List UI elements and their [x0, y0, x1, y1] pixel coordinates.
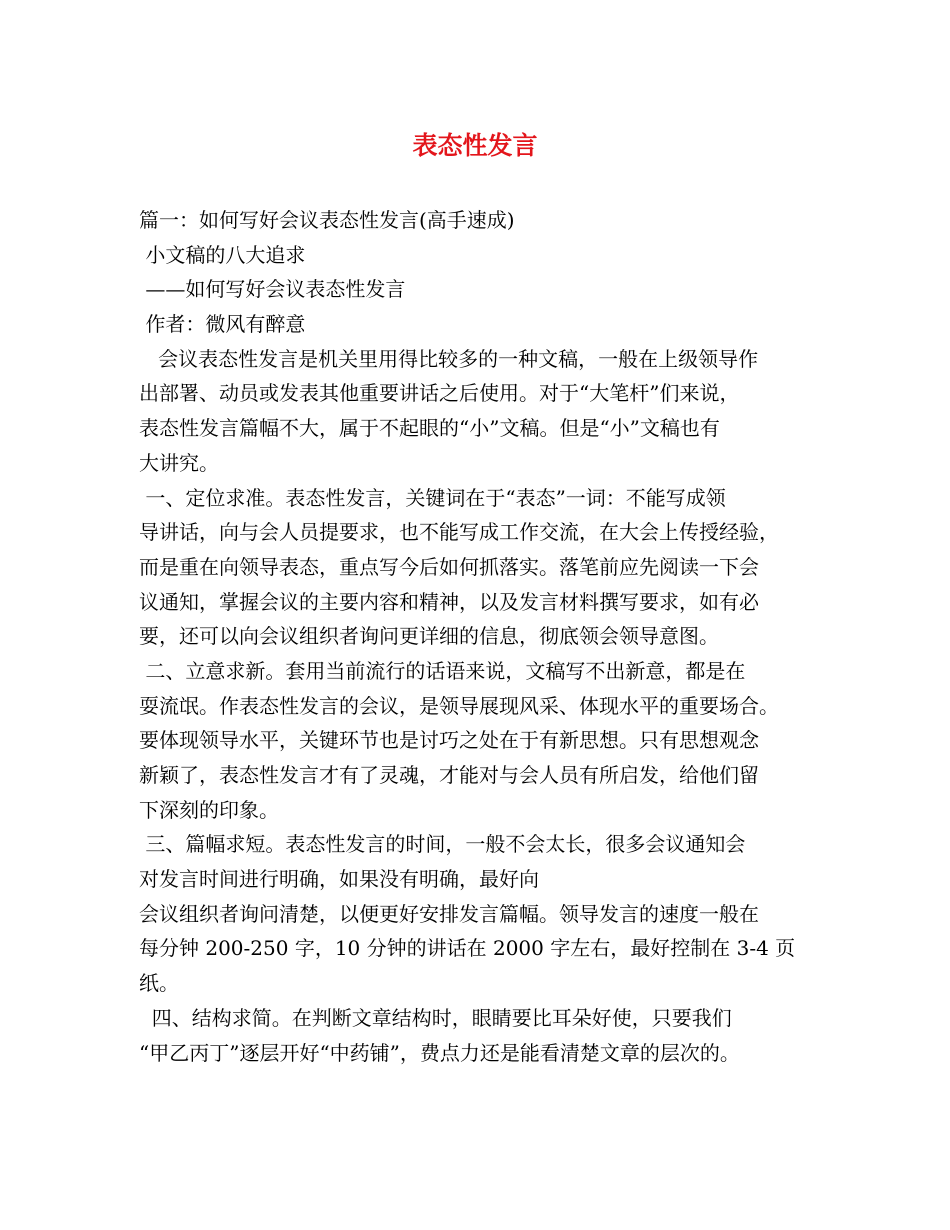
document-title: 表态性发言 — [412, 131, 538, 160]
body-line: 篇一：如何写好会议表态性发言(高手速成) — [139, 208, 515, 232]
body-line: 纸。 — [139, 971, 179, 996]
body-line: 每分钟 200-250 字，10 分钟的讲话在 2000 字左右，最好控制在 3-4 页 — [139, 936, 796, 961]
body-line: 对发言时间进行明确，如果没有明确，最好向 — [139, 867, 539, 892]
body-line: 二、立意求新。套用当前流行的话语来说，文稿写不出新意，都是在 — [139, 658, 746, 683]
body-line: 要，还可以向会议组织者询问更详细的信息，彻底领会领导意图。 — [139, 624, 719, 649]
body-line: 新颖了，表态性发言才有了灵魂，才能对与会人员有所启发，给他们留 — [139, 763, 759, 787]
body-line: 导讲话，向与会人员提要求，也不能写成工作交流，在大会上传授经验， — [139, 520, 779, 545]
body-line: 一、定位求准。表态性发言，关键词在于“表态”一词：不能写成领 — [139, 485, 726, 510]
body-line: 会议表态性发言是机关里用得比较多的一种文稿，一般在上级领导作 — [139, 346, 759, 371]
body-line: 而是重在向领导表态，重点写今后如何抓落实。落笔前应先阅读一下会 — [139, 554, 759, 579]
body-line: 小文稿的八大追求 — [139, 242, 306, 267]
body-line: “甲乙丙丁”逐层开好“中药铺”，费点力还是能看清楚文章的层次的。 — [139, 1040, 740, 1065]
body-line: 下深刻的印象。 — [139, 797, 279, 822]
document-body — [139, 203, 819, 1070]
body-line: 表态性发言篇幅不大，属于不起眼的“小”文稿。但是“小”文稿也有 — [139, 416, 720, 441]
body-line: ——如何写好会议表态性发言 — [139, 277, 406, 302]
body-line: 四、结构求简。在判断文章结构时，眼睛要比耳朵好使，只要我们 — [139, 1005, 732, 1030]
body-line: 作者：微风有醉意 — [139, 312, 306, 337]
body-line: 会议组织者询问清楚，以便更好安排发言篇幅。领导发言的速度一般在 — [139, 901, 759, 926]
body-line: 三、篇幅求短。表态性发言的时间，一般不会太长，很多会议通知会 — [139, 832, 746, 857]
body-line: 议通知，掌握会议的主要内容和精神，以及发言材料撰写要求，如有必 — [139, 589, 759, 614]
body-line: 大讲究。 — [139, 450, 219, 475]
body-line: 要体现领导水平，关键环节也是讨巧之处在于有新思想。只有思想观念 — [139, 728, 759, 753]
body-line: 耍流氓。作表态性发言的会议，是领导展现风采、体现水平的重要场合。 — [139, 693, 779, 718]
body-line: 出部署、动员或发表其他重要讲话之后使用。对于“大笔杆”们来说， — [139, 381, 740, 406]
